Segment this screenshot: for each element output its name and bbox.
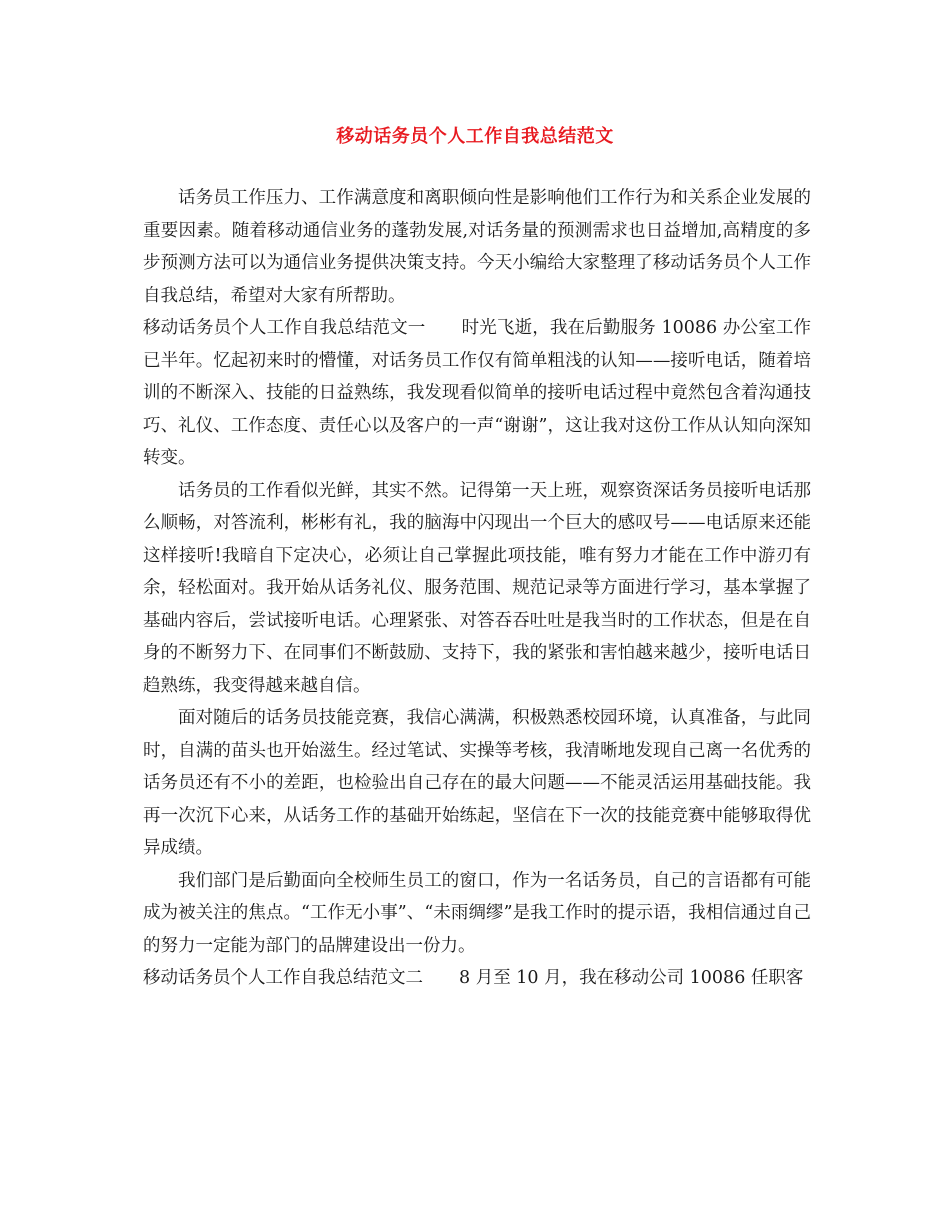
section-heading-one: 移动话务员个人工作自我总结范文一: [143, 318, 426, 338]
paragraph-sample-two: [143, 962, 811, 995]
section-text-two: 8 月至 10 月，我在移动公司 10086 任职客: [459, 968, 804, 988]
paragraph-skill-competition: 面对随后的话务员技能竞赛，我信心满满，积极熟悉校园环境，认真准备，与此同时，自满的苗头也开始滋生。经过笔试、实操等考核，我清晰地发现自己离一名优秀的话务员还有不小的差距，也检验出自己存在的最大问题——不能灵活运用基础技能。我再一次沉下心来，从话务工作的基础开始练起，坚信在下一次的技能竞赛中能够取得优异成绩。: [143, 708, 811, 858]
document-title: 移动话务员个人工作自我总结范文: [336, 126, 614, 147]
paragraph-sample-one: [143, 312, 811, 475]
paragraph-intro: 话务员工作压力、工作满意度和离职倾向性是影响他们工作行为和关系企业发展的重要因素。随着移动通信业务的蓬勃发展,对话务量的预测需求也日益增加,高精度的多步预测方法可以为通信业务提供决策支持。今天小编给大家整理了移动话务员个人工作自我总结，希望对大家有所帮助。: [143, 188, 811, 306]
section-heading-two: 移动话务员个人工作自我总结范文二: [143, 968, 423, 988]
section-text-one: 时光飞逝，我在后勤服务 10086 办公室工作已半年。忆起初来时的懵懂，对话务员工作仅有简单粗浅的认知——接听电话，随着培训的不断深入、技能的日益熟练，我发现看似简单的接听电话过程中竟然包含着沟通技巧、礼仪、工作态度、责任心以及客户的一声“谢谢”，这让我对这份工作从认知向深知转变。: [143, 318, 812, 468]
paragraph-department-window: 我们部门是后勤面向全校师生员工的窗口，作为一名话务员，自己的言语都有可能成为被关注的焦点。“工作无小事”、“未雨绸缪”是我工作时的提示语，我相信通过自己的努力一定能为部门的品牌建设出一份力。: [143, 870, 811, 956]
paragraph-work-experience: 话务员的工作看似光鲜，其实不然。记得第一天上班，观察资深话务员接听电话那么顺畅，对答流利，彬彬有礼，我的脑海中闪现出一个巨大的感叹号——电话原来还能这样接听!我暗自下定决心，必须让自己掌握此项技能，唯有努力才能在工作中游刃有余，轻松面对。我开始从话务礼仪、服务范围、规范记录等方面进行学习，基本掌握了基础内容后，尝试接听电话。心理紧张、对答吞吞吐吐是我当时的工作状态，但是在自身的不断努力下、在同事们不断鼓励、支持下，我的紧张和害怕越来越少，接听电话日趋熟练，我变得越来越自信。: [143, 480, 811, 696]
document-body: [143, 182, 811, 995]
